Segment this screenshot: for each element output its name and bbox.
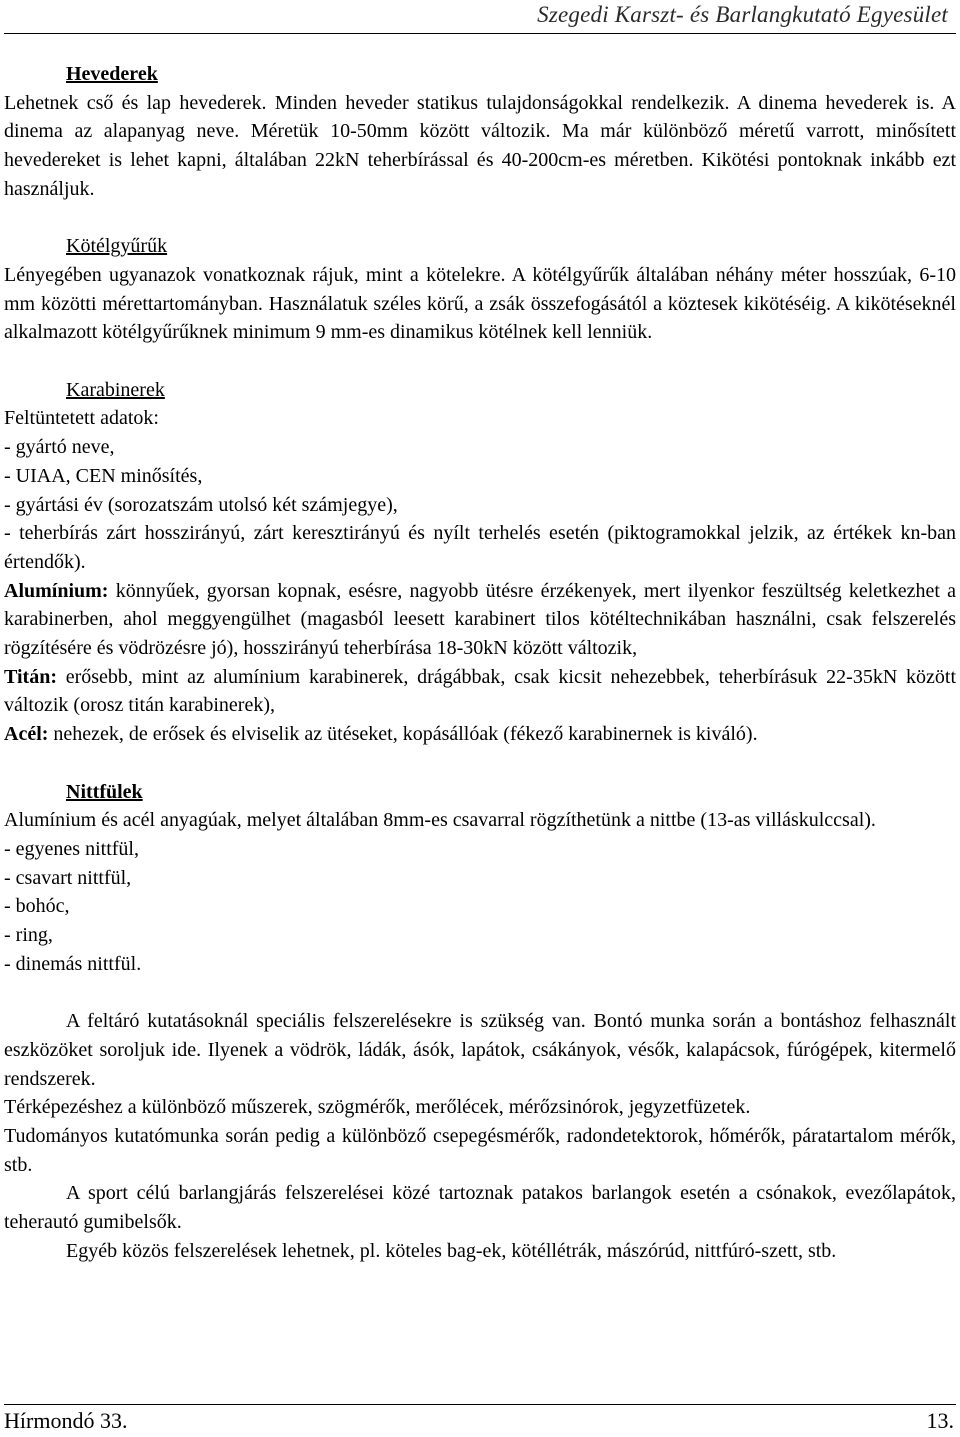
closing-paragraph-1: A feltáró kutatásoknál speciális felszerelésekre is szükség van. Bontó munka során a bontáshoz felhasznált eszközöket soroljuk ide. Ilyenek a vödrök, ládák, ásók, lapátok, csákányok, vésők, kalapácsok, fúrógépek, kitermelő rendszerek. [4,1010,956,1090]
section-text-hevederek: Lehetnek cső és lap hevederek. Minden heveder statikus tulajdonságokkal rendelkezik. A dinema hevederek is. A dinema az alapanyag neve. Méretük 10-50mm között változik. Ma már különböző méretű varrott, minősített hevedereket is lehet kapni, általában 22kN teherbírással és 40-200cm-es méretben. Kikötési pontoknak inkább ezt használjuk. [4,91,956,200]
section-heading-karabinerek: Karabinerek [66,378,165,401]
list-item: - bohóc, [4,895,70,918]
list-item: - ring, [4,924,53,947]
header-divider [4,33,956,34]
closing-paragraph-2: Térképezéshez a különböző műszerek, szögmérők, merőlécek, mérőzsinórok, jegyzetfüzetek. [4,1096,751,1119]
aluminium-label: Alumínium: [4,579,109,602]
karabinerek-aluminium [4,577,956,663]
footer-divider [4,1404,956,1405]
list-item: - egyenes nittfül, [4,837,139,860]
spacer [4,978,956,1007]
karabinerek-titan [4,663,956,720]
acel-text: nehezek, de erősek és elviselik az ütéseket, kopásállóak (fékező karabinernek is kiváló). [48,723,758,746]
acel-label: Acél: [4,723,49,746]
titan-label: Titán: [4,665,57,688]
running-header: Szegedi Karszt- és Barlangkutató Egyesület [537,2,948,27]
footer-page-number: 13. [926,1408,954,1433]
list-item: - gyártó neve, [4,436,115,459]
titan-text: erősebb, mint az alumínium karabinerek, drágábbak, csak kicsit nehezebbek, teherbírásuk 22-35kN között változik (orosz titán karabinerek), [4,665,956,717]
section-text-nittfulek: Alumínium és acél anyagúak, melyet általában 8mm-es csavarral rögzíthetünk a nittbe (13-as villáskulccsal). [4,809,876,832]
list-item: - dinemás nittfül. [4,952,142,975]
list-item: - UIAA, CEN minősítés, [4,464,203,487]
list-item: - csavart nittfül, [4,866,132,889]
spacer [4,347,956,376]
section-heading-nittfulek: Nittfülek [66,780,143,803]
section-text-kotelgyuruk: Lényegében ugyanazok vonatkoznak rájuk, mint a kötelekre. A kötélgyűrűk általában néhány méter hosszúak, 6-10 mm közötti mérettartományban. Használatuk széles körű, a zsák összefogásától a köztesek kikötéséig. A kikötéseknél alkalmazott kötélgyűrűknek minimum 9 mm-es dinamikus kötélnek kell lenniük. [4,263,956,344]
spacer [4,749,956,778]
aluminium-text: könnyűek, gyorsan kopnak, esésre, nagyobb ütésre érzékenyek, mert ilyenkor feszültség keletkezhet a karabinerben, ahol meggyengülhet (magasból leesett karabinert tilos kötéltechnikában használni, csak felszerelés rögzítésére és vödrözésre jó), hosszirányú teherbírása 18-30kN között változik, [4,579,956,660]
karabinerek-intro: Feltüntetett adatok: [4,407,159,430]
list-item: - teherbírás zárt hosszirányú, zárt keresztirányú és nyílt terhelés esetén (piktogramokkal jelzik, az értékek kn-ban értendők). [4,522,956,573]
list-item: - gyártási év (sorozatszám utolsó két számjegye), [4,493,398,516]
closing-paragraph-4: A sport célú barlangjárás felszerelései közé tartoznak patakos barlangok esetén a csónakok, evezőlapátok, teherautó gumibelsők. [4,1182,956,1234]
footer-publication: Hírmondó 33. [4,1408,128,1433]
section-heading-kotelgyuruk: Kötélgyűrűk [66,235,168,258]
spacer [4,204,956,233]
karabinerek-acel [4,720,956,749]
closing-paragraph-3: Tudományos kutatómunka során pedig a különböző csepegésmérők, radondetektorok, hőmérők, páratartalom mérők, stb. [4,1124,956,1176]
page-content [4,60,956,1265]
closing-paragraph-5: Egyéb közös felszerelések lehetnek, pl. köteles bag-ek, kötéllétrák, mászórúd, nittfúró-szett, stb. [66,1239,837,1262]
section-heading-hevederek: Hevederek [66,63,158,85]
